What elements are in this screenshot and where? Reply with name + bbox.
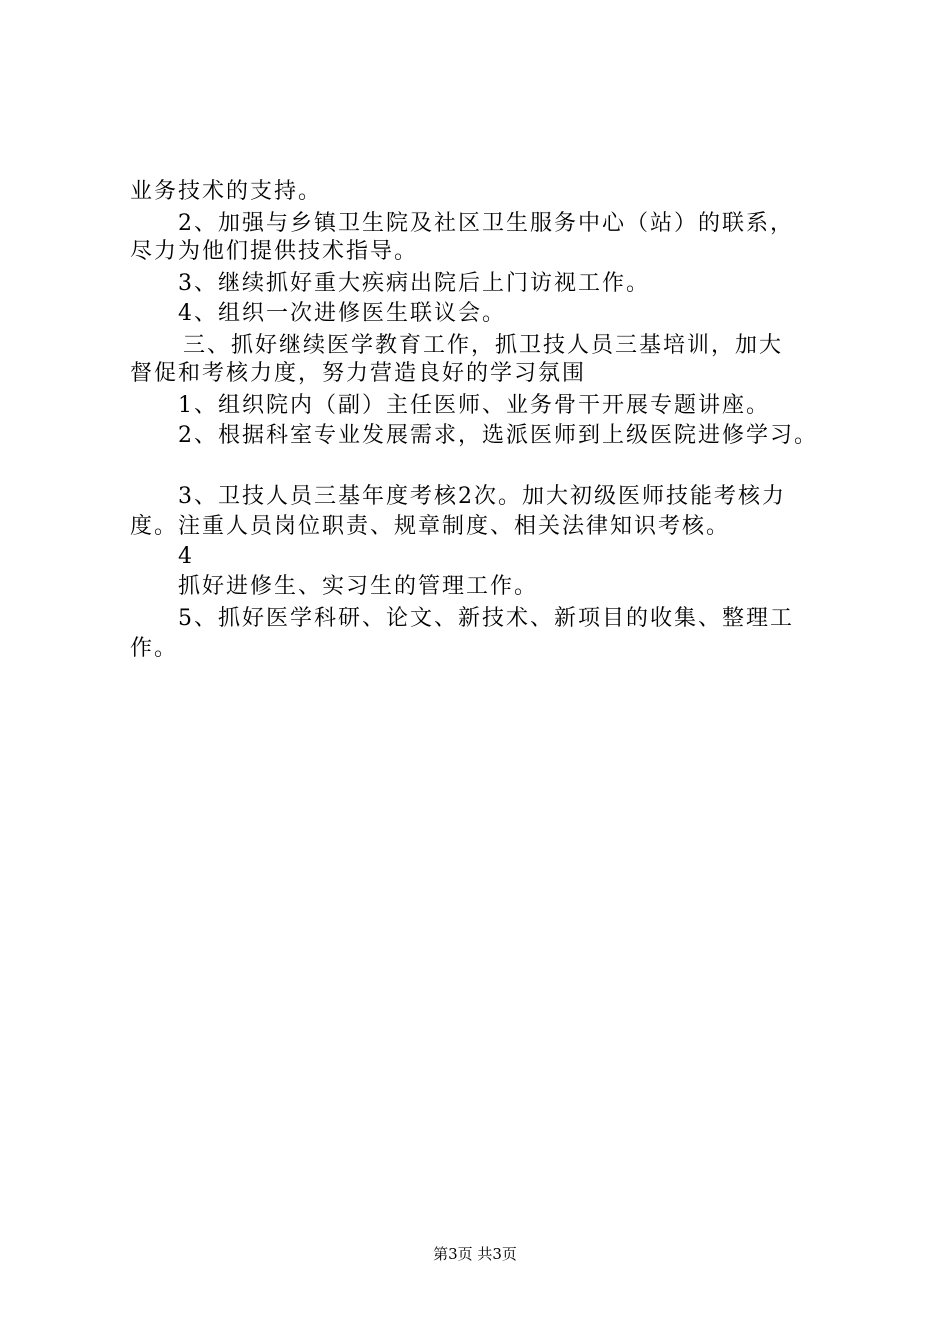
- text-line-9: 2、根据科室专业发展需求，选派医师到上级医院进修学习。: [178, 423, 818, 448]
- text-line-4: 3、继续抓好重大疾病出院后上门访视工作。: [178, 271, 650, 296]
- text-line-3: 尽力为他们提供技术指导。: [130, 239, 419, 264]
- text-line-5: 4、组织一次进修医生联议会。: [178, 301, 506, 326]
- text-line-14: 5、抓好医学科研、论文、新技术、新项目的收集、整理工: [178, 606, 794, 631]
- text-line-6: 三、抓好继续医学教育工作，抓卫技人员三基培训，加大: [183, 333, 784, 358]
- text-line-10: 3、卫技人员三基年度考核2次。加大初级医师技能考核力: [178, 484, 786, 509]
- text-line-7: 督促和考核力度，努力营造良好的学习氛围: [130, 361, 587, 386]
- page-footer: 第3页 共3页: [433, 1245, 517, 1263]
- text-line-13: 抓好进修生、实习生的管理工作。: [178, 574, 539, 599]
- text-line-2: 2、加强与乡镇卫生院及社区卫生服务中心（站）的联系，: [178, 211, 794, 236]
- text-line-11: 度。注重人员岗位职责、规章制度、相关法律知识考核。: [130, 514, 731, 539]
- text-line-12: 4: [178, 544, 194, 569]
- text-line-1: 业务技术的支持。: [130, 179, 323, 204]
- text-line-8: 1、组织院内（副）主任医师、业务骨干开展专题讲座。: [178, 393, 770, 418]
- text-line-15: 作。: [130, 636, 179, 661]
